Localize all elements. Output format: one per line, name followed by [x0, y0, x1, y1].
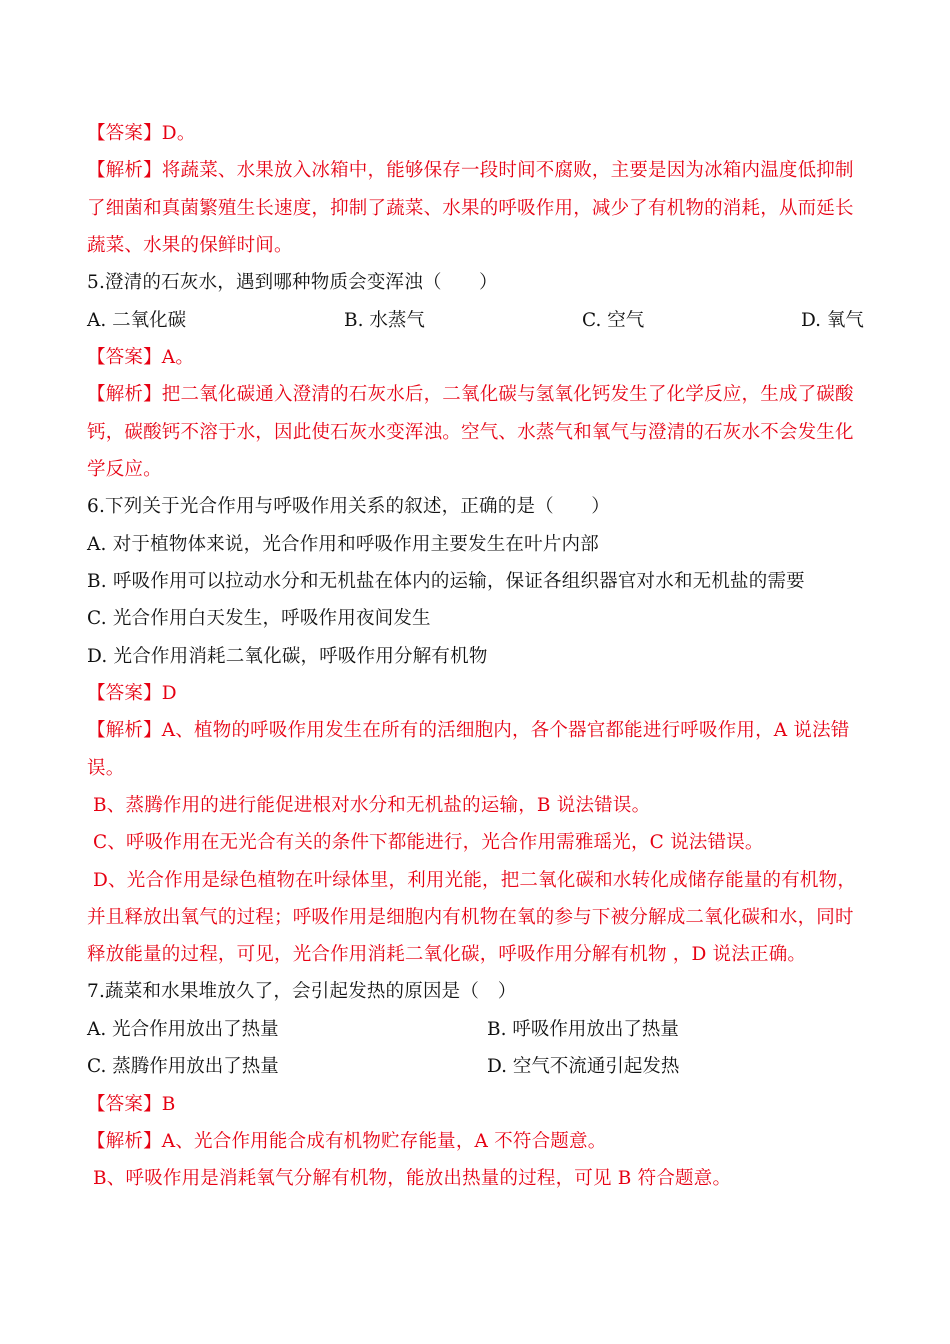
q6-option-d: D. 光合作用消耗二氧化碳，呼吸作用分解有机物 — [87, 646, 488, 667]
q7-stem: 7.蔬菜和水果堆放久了，会引起发热的原因是（ ） — [87, 981, 517, 1002]
q4-answer: 【答案】D。 — [87, 123, 196, 144]
q6-option-b: B. 呼吸作用可以拉动水分和无机盐在体内的运输，保证各组织器官对水和无机盐的需要 — [87, 571, 805, 592]
q7-option-a: A. 光合作用放出了热量 — [87, 1019, 279, 1040]
q6-answer: 【答案】D — [87, 683, 177, 704]
q7-option-b: B. 呼吸作用放出了热量 — [487, 1019, 679, 1040]
q5-option-a: A. 二氧化碳 — [87, 310, 187, 331]
q5-analysis-line: 钙，碳酸钙不溶于水，因此使石灰水变浑浊。空气、水蒸气和氧气与澄清的石灰水不会发生化 — [87, 422, 854, 443]
q7-option-c: C. 蒸腾作用放出了热量 — [87, 1056, 279, 1077]
q6-analysis-line: 释放能量的过程，可见，光合作用消耗二氧化碳，呼吸作用分解有机物 ，D 说法正确。 — [87, 944, 807, 965]
q6-option-c: C. 光合作用白天发生，呼吸作用夜间发生 — [87, 608, 431, 629]
q5-stem: 5.澄清的石灰水，遇到哪种物质会变浑浊（ ） — [87, 272, 498, 293]
q6-analysis-line: D、光合作用是绿色植物在叶绿体里，利用光能，把二氧化碳和水转化成储存能量的有机物， — [93, 870, 857, 891]
q6-analysis-line: 并且释放出氧气的过程；呼吸作用是细胞内有机物在氧的参与下被分解成二氧化碳和水，同时 — [87, 907, 854, 928]
q4-analysis-line: 蔬菜、水果的保鲜时间。 — [87, 235, 293, 256]
q7-analysis-line: B、呼吸作用是消耗氧气分解有机物，能放出热量的过程，可见 B 符合题意。 — [93, 1168, 732, 1189]
q5-analysis-line: 学反应。 — [87, 459, 162, 480]
q5-analysis-line: 【解析】把二氧化碳通入澄清的石灰水后，二氧化碳与氢氧化钙发生了化学反应，生成了碳酸 — [87, 384, 854, 405]
q5-option-d: D. 氧气 — [801, 310, 864, 331]
q5-option-c: C. 空气 — [582, 310, 645, 331]
q5-option-b: B. 水蒸气 — [344, 310, 425, 331]
q6-analysis-line: 【解析】A、植物的呼吸作用发生在所有的活细胞内，各个器官都能进行呼吸作用，A 说法错 — [87, 720, 850, 741]
q6-analysis-line: B、蒸腾作用的进行能促进根对水分和无机盐的运输，B 说法错误。 — [93, 795, 651, 816]
q6-stem: 6.下列关于光合作用与呼吸作用关系的叙述，正确的是（ ） — [87, 496, 610, 517]
q7-analysis-line: 【解析】A、光合作用能合成有机物贮存能量，A 不符合题意。 — [87, 1131, 607, 1152]
q7-answer: 【答案】B — [87, 1094, 176, 1115]
q6-analysis-line: 误。 — [87, 758, 125, 779]
q6-option-a: A. 对于植物体来说，光合作用和呼吸作用主要发生在叶片内部 — [87, 534, 599, 555]
q4-analysis-line: 了细菌和真菌繁殖生长速度，抑制了蔬菜、水果的呼吸作用，减少了有机物的消耗，从而延长 — [87, 198, 854, 219]
q4-analysis-line: 【解析】将蔬菜、水果放入冰箱中，能够保存一段时间不腐败，主要是因为冰箱内温度低抑制 — [87, 160, 854, 181]
q7-option-d: D. 空气不流通引起发热 — [487, 1056, 680, 1077]
q6-analysis-line: C、呼吸作用在无光合有关的条件下都能进行，光合作用需雅瑶光，C 说法错误。 — [93, 832, 764, 853]
q5-answer: 【答案】A。 — [87, 347, 195, 368]
